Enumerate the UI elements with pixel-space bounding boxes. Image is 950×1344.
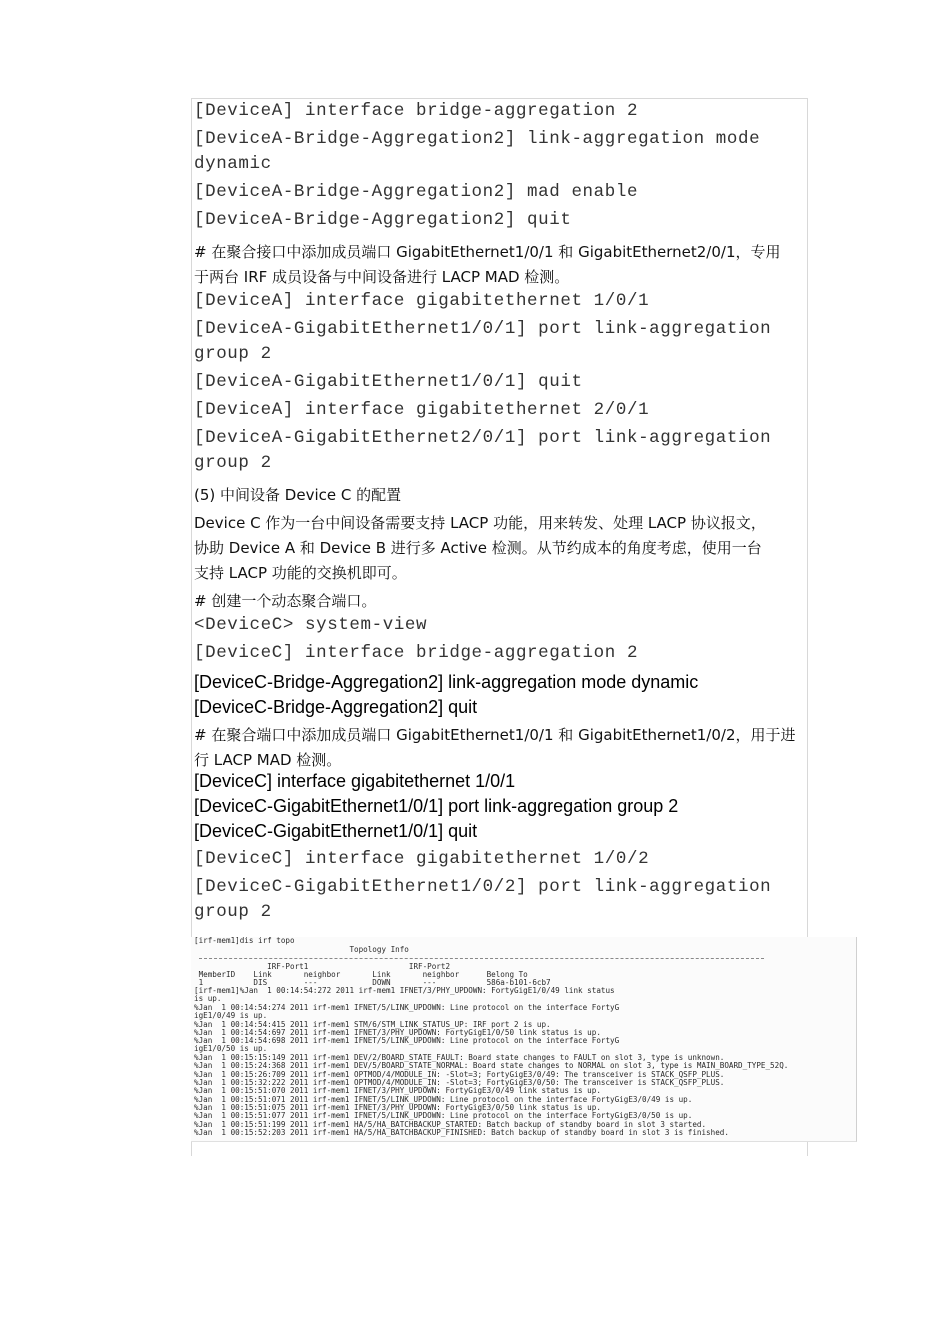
paragraph-line: (5) 中间设备 Device C 的配置 [194,486,402,504]
code-line: dynamic [194,154,272,174]
code-line: [DeviceC-GigabitEthernet1/0/2] port link-aggregation [194,877,772,897]
paragraph-line: 协助 Device A 和 Device B 进行多 Active 检测。从节约成本的角度考虑，使用一台 [194,539,762,557]
paragraph-line: # 在聚合接口中添加成员端口 GigabitEthernet1/0/1 和 GigabitEthernet2/0/1，专用 [194,243,781,261]
terminal-line: [irf-mem1]%Jan 1 00:14:54:272 2011 irf-mem1 IFNET/3/PHY_UPDOWN: FortyGigE1/0/49 link status [194,986,615,995]
terminal-line: MemberID Link neighbor Link neighbor Belong To [194,970,528,979]
code-line: [DeviceA-Bridge-Aggregation2] link-aggregation mode [194,129,761,149]
code-line: [DeviceA] interface gigabitethernet 1/0/1 [194,291,650,311]
terminal-line: %Jan 1 00:15:51:075 2011 irf-mem1 IFNET/3/PHY_UPDOWN: FortyGigE3/0/50 link status is up. [194,1103,601,1112]
code-line: [DeviceC-Bridge-Aggregation2] link-aggregation mode dynamic [194,672,699,692]
code-line: [DeviceC-Bridge-Aggregation2] quit [194,697,478,717]
terminal-line: %Jan 1 00:15:51:199 2011 irf-mem1 HA/5/HA_BATCHBACKUP_STARTED: Batch backup of standby board in slot 3 started. [194,1120,707,1129]
terminal-line: %Jan 1 00:15:52:203 2011 irf-mem1 HA/5/HA_BATCHBACKUP_FINISHED: Batch backup of standby board in slot 3 is finished. [194,1128,729,1137]
terminal-line: %Jan 1 00:15:24:368 2011 irf-mem1 DEV/5/BOARD_STATE_NORMAL: Board state changes to NORMAL on slot 3, type is MAIN_BOARD_TYPE_52Q. [194,1061,789,1070]
code-line: [DeviceC-GigabitEthernet1/0/1] quit [194,821,478,841]
paragraph-line: # 创建一个动态聚合端口。 [194,592,377,610]
terminal-line: [irf-mem1]dis irf topo [194,936,295,945]
terminal-line: %Jan 1 00:15:26:709 2011 irf-mem1 OPTMOD/4/MODULE_IN: -Slot=3; FortyGigE3/0/49: The transceiver is STACK_QSFP_PLUS. [194,1070,725,1079]
code-line: [DeviceA] interface bridge-aggregation 2 [194,101,639,121]
code-line: group 2 [194,902,272,922]
terminal-separator [199,958,764,959]
code-line: [DeviceA-Bridge-Aggregation2] mad enable [194,182,639,202]
code-line: <DeviceC> system-view [194,615,428,635]
code-line: [DeviceA-GigabitEthernet1/0/1] quit [194,372,583,392]
terminal-line: %Jan 1 00:15:51:070 2011 irf-mem1 IFNET/3/PHY_UPDOWN: FortyGigE3/0/49 link status is up. [194,1086,601,1095]
terminal-line: %Jan 1 00:14:54:698 2011 irf-mem1 IFNET/5/LINK_UPDOWN: Line protocol on the interface FortyG [194,1036,620,1045]
terminal-screenshot [191,937,857,1142]
code-line: [DeviceA] interface gigabitethernet 2/0/1 [194,400,650,420]
terminal-line: %Jan 1 00:14:54:415 2011 irf-mem1 STM/6/STM_LINK_STATUS_UP: IRF port 2 is up. [194,1020,551,1029]
terminal-line: igE1/0/50 is up. [194,1044,268,1053]
terminal-line: igE1/0/49 is up. [194,1011,268,1020]
code-line: group 2 [194,344,272,364]
terminal-line: %Jan 1 00:15:15:149 2011 irf-mem1 DEV/2/BOARD_STATE_FAULT: Board state changes to FAULT on slot 3, type is unknown. [194,1053,725,1062]
code-line: [DeviceA-GigabitEthernet2/0/1] port link-aggregation [194,428,772,448]
terminal-line: %Jan 1 00:15:32:222 2011 irf-mem1 OPTMOD/4/MODULE_IN: -Slot=3; FortyGigE3/0/50: The transceiver is STACK_QSFP_PLUS. [194,1078,725,1087]
code-line: [DeviceC] interface bridge-aggregation 2 [194,643,639,663]
terminal-line: 1 DIS --- DOWN --- 586a-b101-6cb7 [194,978,551,987]
code-line: [DeviceC] interface gigabitethernet 1/0/1 [194,771,516,791]
terminal-line: IRF-Port1 IRF-Port2 [194,962,451,971]
terminal-line: %Jan 1 00:14:54:274 2011 irf-mem1 IFNET/5/LINK_UPDOWN: Line protocol on the interface FortyG [194,1003,620,1012]
terminal-line: %Jan 1 00:15:51:077 2011 irf-mem1 IFNET/5/LINK_UPDOWN: Line protocol on the interface FortyGigE3/0/50 is up. [194,1111,693,1120]
paragraph-line: 支持 LACP 功能的交换机即可。 [194,564,407,582]
code-line: [DeviceC] interface gigabitethernet 1/0/2 [194,849,650,869]
code-line: [DeviceA-GigabitEthernet1/0/1] port link-aggregation [194,319,772,339]
terminal-line: %Jan 1 00:14:54:697 2011 irf-mem1 IFNET/3/PHY_UPDOWN: FortyGigE1/0/50 link status is up. [194,1028,601,1037]
code-line: [DeviceA-Bridge-Aggregation2] quit [194,210,572,230]
left-border [191,1142,192,1156]
paragraph-line: Device C 作为一台中间设备需要支持 LACP 功能，用来转发、处理 LACP 协议报文， [194,514,766,532]
paragraph-line: 于两台 IRF 成员设备与中间设备进行 LACP MAD 检测。 [194,268,570,286]
right-border [807,1142,808,1156]
terminal-line: %Jan 1 00:15:51:071 2011 irf-mem1 IFNET/5/LINK_UPDOWN: Line protocol on the interface FortyGigE3/0/49 is up. [194,1095,693,1104]
paragraph-line: # 在聚合端口中添加成员端口 GigabitEthernet1/0/1 和 GigabitEthernet1/0/2，用于进 [194,726,796,744]
paragraph-line: 行 LACP MAD 检测。 [194,751,342,769]
code-line: [DeviceC-GigabitEthernet1/0/1] port link-aggregation group 2 [194,796,679,816]
code-line: group 2 [194,453,272,473]
terminal-line: is up. [194,994,222,1003]
terminal-line: Topology Info [194,945,409,954]
